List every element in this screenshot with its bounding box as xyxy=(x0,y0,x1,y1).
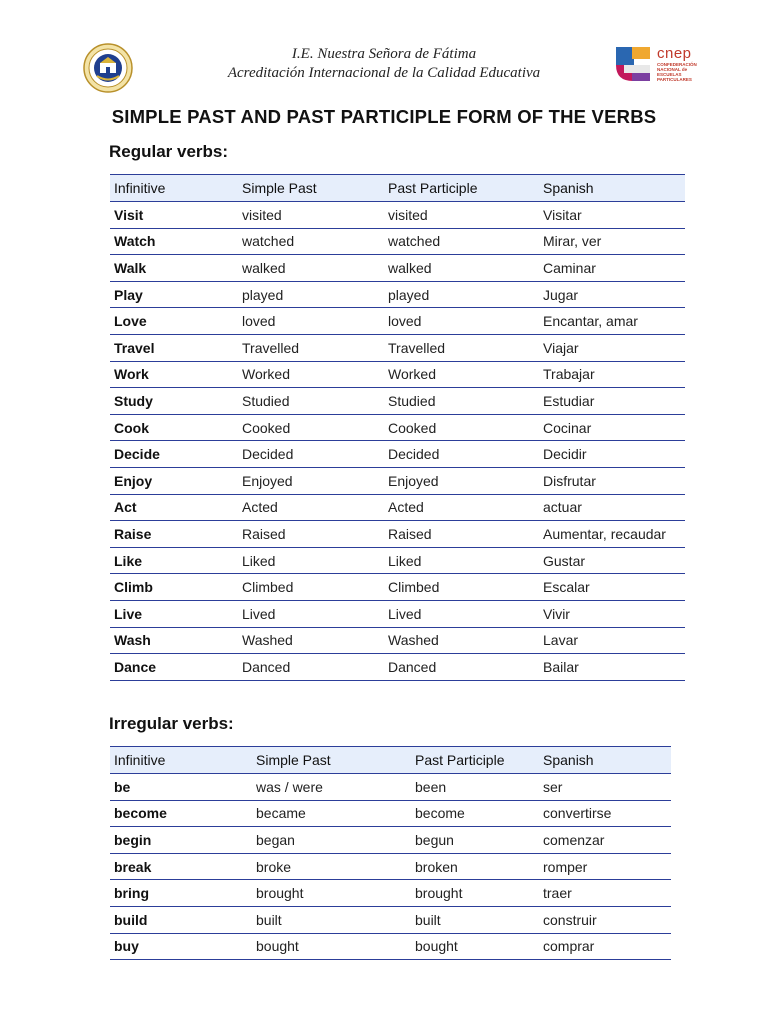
spanish-cell: comenzar xyxy=(539,827,671,854)
table-row xyxy=(110,334,685,361)
infinitive-cell: Cook xyxy=(110,414,238,441)
table-row xyxy=(110,654,685,681)
infinitive-cell: bring xyxy=(110,880,252,907)
infinitive-cell: Wash xyxy=(110,627,238,654)
table-row xyxy=(110,521,685,548)
table-row xyxy=(110,600,685,627)
table-row xyxy=(110,228,685,255)
past-participle-cell: Travelled xyxy=(384,334,539,361)
spanish-cell: Aumentar, recaudar xyxy=(539,521,685,548)
past-participle-cell: become xyxy=(411,800,539,827)
spanish-cell: Jugar xyxy=(539,281,685,308)
simple-past-cell: Enjoyed xyxy=(238,467,384,494)
spanish-cell: Viajar xyxy=(539,334,685,361)
simple-past-cell: Studied xyxy=(238,388,384,415)
past-participle-cell: played xyxy=(384,281,539,308)
table-header-row xyxy=(110,747,671,774)
infinitive-cell: Dance xyxy=(110,654,238,681)
simple-past-cell: bought xyxy=(252,933,411,960)
past-participle-cell: Danced xyxy=(384,654,539,681)
spanish-cell: construir xyxy=(539,906,671,933)
table-row xyxy=(110,361,685,388)
simple-past-cell: watched xyxy=(238,228,384,255)
infinitive-cell: Visit xyxy=(110,202,238,229)
spanish-cell: Gustar xyxy=(539,547,685,574)
spanish-cell: Bailar xyxy=(539,654,685,681)
simple-past-cell: built xyxy=(252,906,411,933)
simple-past-cell: Liked xyxy=(238,547,384,574)
spanish-cell: convertirse xyxy=(539,800,671,827)
simple-past-cell: Cooked xyxy=(238,414,384,441)
column-header: Infinitive xyxy=(110,175,238,202)
past-participle-cell: Liked xyxy=(384,547,539,574)
simple-past-cell: Climbed xyxy=(238,574,384,601)
simple-past-cell: Acted xyxy=(238,494,384,521)
school-header-text xyxy=(180,45,588,83)
past-participle-cell: begun xyxy=(411,827,539,854)
spanish-cell: ser xyxy=(539,774,671,801)
simple-past-cell: Raised xyxy=(238,521,384,548)
simple-past-cell: was / were xyxy=(252,774,411,801)
spanish-cell: Trabajar xyxy=(539,361,685,388)
simple-past-cell: visited xyxy=(238,202,384,229)
simple-past-cell: Danced xyxy=(238,654,384,681)
past-participle-cell: Acted xyxy=(384,494,539,521)
column-header: Spanish xyxy=(539,747,671,774)
infinitive-cell: Enjoy xyxy=(110,467,238,494)
spanish-cell: Vivir xyxy=(539,600,685,627)
table-row xyxy=(110,827,671,854)
table-row xyxy=(110,467,685,494)
infinitive-cell: break xyxy=(110,853,252,880)
spanish-cell: actuar xyxy=(539,494,685,521)
letterhead xyxy=(0,40,768,100)
simple-past-cell: became xyxy=(252,800,411,827)
simple-past-cell: Decided xyxy=(238,441,384,468)
column-header: Spanish xyxy=(539,175,685,202)
table-row xyxy=(110,202,685,229)
irregular-verbs-heading: Irregular verbs: xyxy=(109,714,234,733)
school-crest-logo xyxy=(83,43,133,93)
simple-past-cell: broke xyxy=(252,853,411,880)
infinitive-cell: Decide xyxy=(110,441,238,468)
infinitive-cell: Like xyxy=(110,547,238,574)
simple-past-cell: played xyxy=(238,281,384,308)
infinitive-cell: Play xyxy=(110,281,238,308)
table-row xyxy=(110,853,671,880)
infinitive-cell: be xyxy=(110,774,252,801)
table-row xyxy=(110,255,685,282)
infinitive-cell: Climb xyxy=(110,574,238,601)
past-participle-cell: Lived xyxy=(384,600,539,627)
table-row xyxy=(110,388,685,415)
simple-past-cell: Washed xyxy=(238,627,384,654)
regular-verbs-table xyxy=(110,174,685,681)
table-row xyxy=(110,494,685,521)
table-row xyxy=(110,800,671,827)
page-title: SIMPLE PAST AND PAST PARTICIPLE FORM OF THE VERBS xyxy=(111,106,657,127)
column-header: Infinitive xyxy=(110,747,252,774)
spanish-cell: comprar xyxy=(539,933,671,960)
cnep-logo xyxy=(613,45,703,85)
table-header-row xyxy=(110,175,685,202)
infinitive-cell: Watch xyxy=(110,228,238,255)
infinitive-cell: begin xyxy=(110,827,252,854)
past-participle-cell: visited xyxy=(384,202,539,229)
past-participle-cell: Washed xyxy=(384,627,539,654)
past-participle-cell: Climbed xyxy=(384,574,539,601)
table-row xyxy=(110,574,685,601)
cnep-logo-mark xyxy=(613,45,653,85)
table-row xyxy=(110,627,685,654)
past-participle-cell: watched xyxy=(384,228,539,255)
spanish-cell: Estudiar xyxy=(539,388,685,415)
simple-past-cell: Lived xyxy=(238,600,384,627)
infinitive-cell: Work xyxy=(110,361,238,388)
spanish-cell: Disfrutar xyxy=(539,467,685,494)
past-participle-cell: Cooked xyxy=(384,414,539,441)
column-header: Past Participle xyxy=(411,747,539,774)
regular-verbs-heading: Regular verbs: xyxy=(109,142,229,161)
simple-past-cell: loved xyxy=(238,308,384,335)
past-participle-cell: Studied xyxy=(384,388,539,415)
table-row xyxy=(110,441,685,468)
cnep-subtext: CONFEDERACIÓN NACIONAL de ESCUELAS PARTICULARES xyxy=(657,62,697,82)
past-participle-cell: walked xyxy=(384,255,539,282)
spanish-cell: Lavar xyxy=(539,627,685,654)
past-participle-cell: been xyxy=(411,774,539,801)
table-row xyxy=(110,414,685,441)
school-name: I.E. Nuestra Señora de Fátima xyxy=(291,46,477,62)
past-participle-cell: brought xyxy=(411,880,539,907)
cnep-wordmark: cnep xyxy=(657,45,692,62)
infinitive-cell: Live xyxy=(110,600,238,627)
irregular-verbs-table xyxy=(110,746,671,960)
simple-past-cell: began xyxy=(252,827,411,854)
past-participle-cell: Worked xyxy=(384,361,539,388)
spanish-cell: Decidir xyxy=(539,441,685,468)
table-row xyxy=(110,933,671,960)
accreditation-line: Acreditación Internacional de la Calidad Educativa xyxy=(227,65,541,81)
table-row xyxy=(110,774,671,801)
infinitive-cell: Walk xyxy=(110,255,238,282)
table-row xyxy=(110,906,671,933)
column-header: Simple Past xyxy=(238,175,384,202)
spanish-cell: Encantar, amar xyxy=(539,308,685,335)
table-row xyxy=(110,281,685,308)
table-row xyxy=(110,547,685,574)
spanish-cell: Mirar, ver xyxy=(539,228,685,255)
infinitive-cell: Raise xyxy=(110,521,238,548)
infinitive-cell: Study xyxy=(110,388,238,415)
spanish-cell: Cocinar xyxy=(539,414,685,441)
spanish-cell: romper xyxy=(539,853,671,880)
simple-past-cell: Travelled xyxy=(238,334,384,361)
column-header: Simple Past xyxy=(252,747,411,774)
past-participle-cell: Decided xyxy=(384,441,539,468)
simple-past-cell: Worked xyxy=(238,361,384,388)
infinitive-cell: become xyxy=(110,800,252,827)
past-participle-cell: bought xyxy=(411,933,539,960)
spanish-cell: traer xyxy=(539,880,671,907)
spanish-cell: Escalar xyxy=(539,574,685,601)
table-row xyxy=(110,308,685,335)
past-participle-cell: built xyxy=(411,906,539,933)
spanish-cell: Caminar xyxy=(539,255,685,282)
past-participle-cell: Raised xyxy=(384,521,539,548)
table-row xyxy=(110,880,671,907)
column-header: Past Participle xyxy=(384,175,539,202)
past-participle-cell: loved xyxy=(384,308,539,335)
infinitive-cell: buy xyxy=(110,933,252,960)
infinitive-cell: Love xyxy=(110,308,238,335)
simple-past-cell: walked xyxy=(238,255,384,282)
past-participle-cell: Enjoyed xyxy=(384,467,539,494)
infinitive-cell: build xyxy=(110,906,252,933)
simple-past-cell: brought xyxy=(252,880,411,907)
infinitive-cell: Act xyxy=(110,494,238,521)
past-participle-cell: broken xyxy=(411,853,539,880)
infinitive-cell: Travel xyxy=(110,334,238,361)
spanish-cell: Visitar xyxy=(539,202,685,229)
